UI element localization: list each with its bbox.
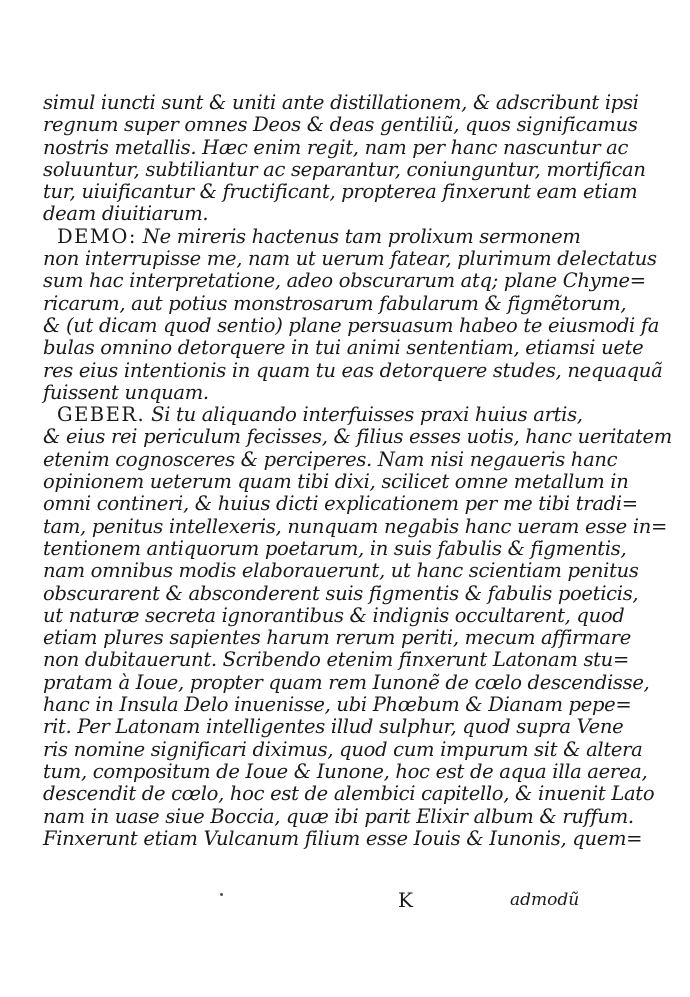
ink-speck <box>220 893 223 896</box>
text-line: etenim cognosceres & perciperes. Nam nisi negaueris hanc <box>43 447 618 471</box>
text-line: ricarum, aut potius monstrosarum fabularum & figmẽtorum, <box>43 291 627 315</box>
speaker-geber: GEBER. <box>57 403 146 427</box>
text-line: & eius rei periculum fecisses, & filius esses uotis, hanc ueritatem <box>43 425 672 449</box>
text-line: descendit de cœlo, hoc est de alembici capitello, & inuenit Lato <box>43 782 655 806</box>
catchword: admodũ <box>510 890 580 910</box>
text-line: nam in uase siue Boccia, quæ ibi parit Elixir album & ruffum. <box>43 804 634 828</box>
text-line: soluuntur, subtiliantur ac separantur, coniunguntur, mortifican <box>43 157 646 181</box>
text-line: tam, penitus intellexeris, nunquam negabis hanc ueram esse in= <box>43 514 668 538</box>
text-line: & (ut dicam quod sentio) plane persuasum habeo te eiusmodi fa <box>43 313 660 337</box>
text-line: simul iuncti sunt & uniti ante distillationem, & adscribunt ipsi <box>43 91 639 114</box>
text-line: hanc in Insula Delo inuenisse, ubi Phœbum & Dianam pepe= <box>43 693 632 717</box>
speaker-demo: DEMO: <box>57 224 137 248</box>
text-line: Si tu aliquando interfuisses praxi huius artis, <box>145 403 583 427</box>
demo-paragraph-start <box>43 226 603 248</box>
text-line: non dubitauerunt. Scribendo etenim finxerunt Latonam stu= <box>43 648 629 672</box>
text-line: non interrupisse me, nam ut uerum fatear, plurimum delectatus <box>43 247 657 271</box>
text-line: deam diuitiarum. <box>43 202 209 226</box>
text-line: regnum super omnes Deos & deas gentiliũ, quos significamus <box>43 113 638 137</box>
text-line: obscurarent & absconderent suis figmentis & fabulis poeticis, <box>43 581 639 605</box>
text-line: pratam à Ioue, propter quam rem Iunonẽ de cœlo descendisse, <box>43 670 650 694</box>
text-line: Ne mireris hactenus tam prolixum sermonem <box>136 224 581 248</box>
text-line: tur, uiuificantur & fructificant, propterea finxerunt eam etiam <box>43 180 638 204</box>
text-line: ut naturæ secreta ignorantibus & indignis occultarent, quod <box>43 603 625 627</box>
page-footer <box>0 888 690 912</box>
text-line: bulas omnino detorquere in tui animi sententiam, etiamsi uete <box>43 336 644 360</box>
geber-paragraph-start <box>43 404 603 426</box>
text-line: rit. Per Latonam intelligentes illud sulphur, quod supra Vene <box>43 715 624 739</box>
main-text <box>43 91 672 850</box>
text-line: nam omnibus modis elaborauerunt, ut hanc scientiam penitus <box>43 559 639 583</box>
text-line: tentionem antiquorum poetarum, in suis fabulis & figmentis, <box>43 536 627 560</box>
text-line: fuissent unquam. <box>43 380 209 404</box>
text-line: ris nomine significari diximus, quod cum impurum sit & altera <box>43 737 643 761</box>
signature-mark: K <box>398 888 413 912</box>
text-line: opinionem ueterum quam tibi dixi, scilicet omne metallum in <box>43 470 629 494</box>
text-line: res eius intentionis in quam tu eas detorquere studes, nequaquã <box>43 358 663 382</box>
text-line: tum, compositum de Ioue & Iunone, hoc est de aqua illa aerea, <box>43 759 648 783</box>
text-line: omni contineri, & huius dicti explicationem per me tibi tradi= <box>43 492 638 516</box>
text-line: sum hac interpretatione, adeo obscurarum atq; plane Chyme= <box>43 269 646 293</box>
text-line: nostris metallis. Hæc enim regit, nam per hanc nascuntur ac <box>43 135 629 159</box>
text-line: etiam plures sapientes harum rerum periti, mecum affirmare <box>43 626 631 650</box>
text-line: Finxerunt etiam Vulcanum filium esse Iouis & Iunonis, quem= <box>43 826 643 850</box>
